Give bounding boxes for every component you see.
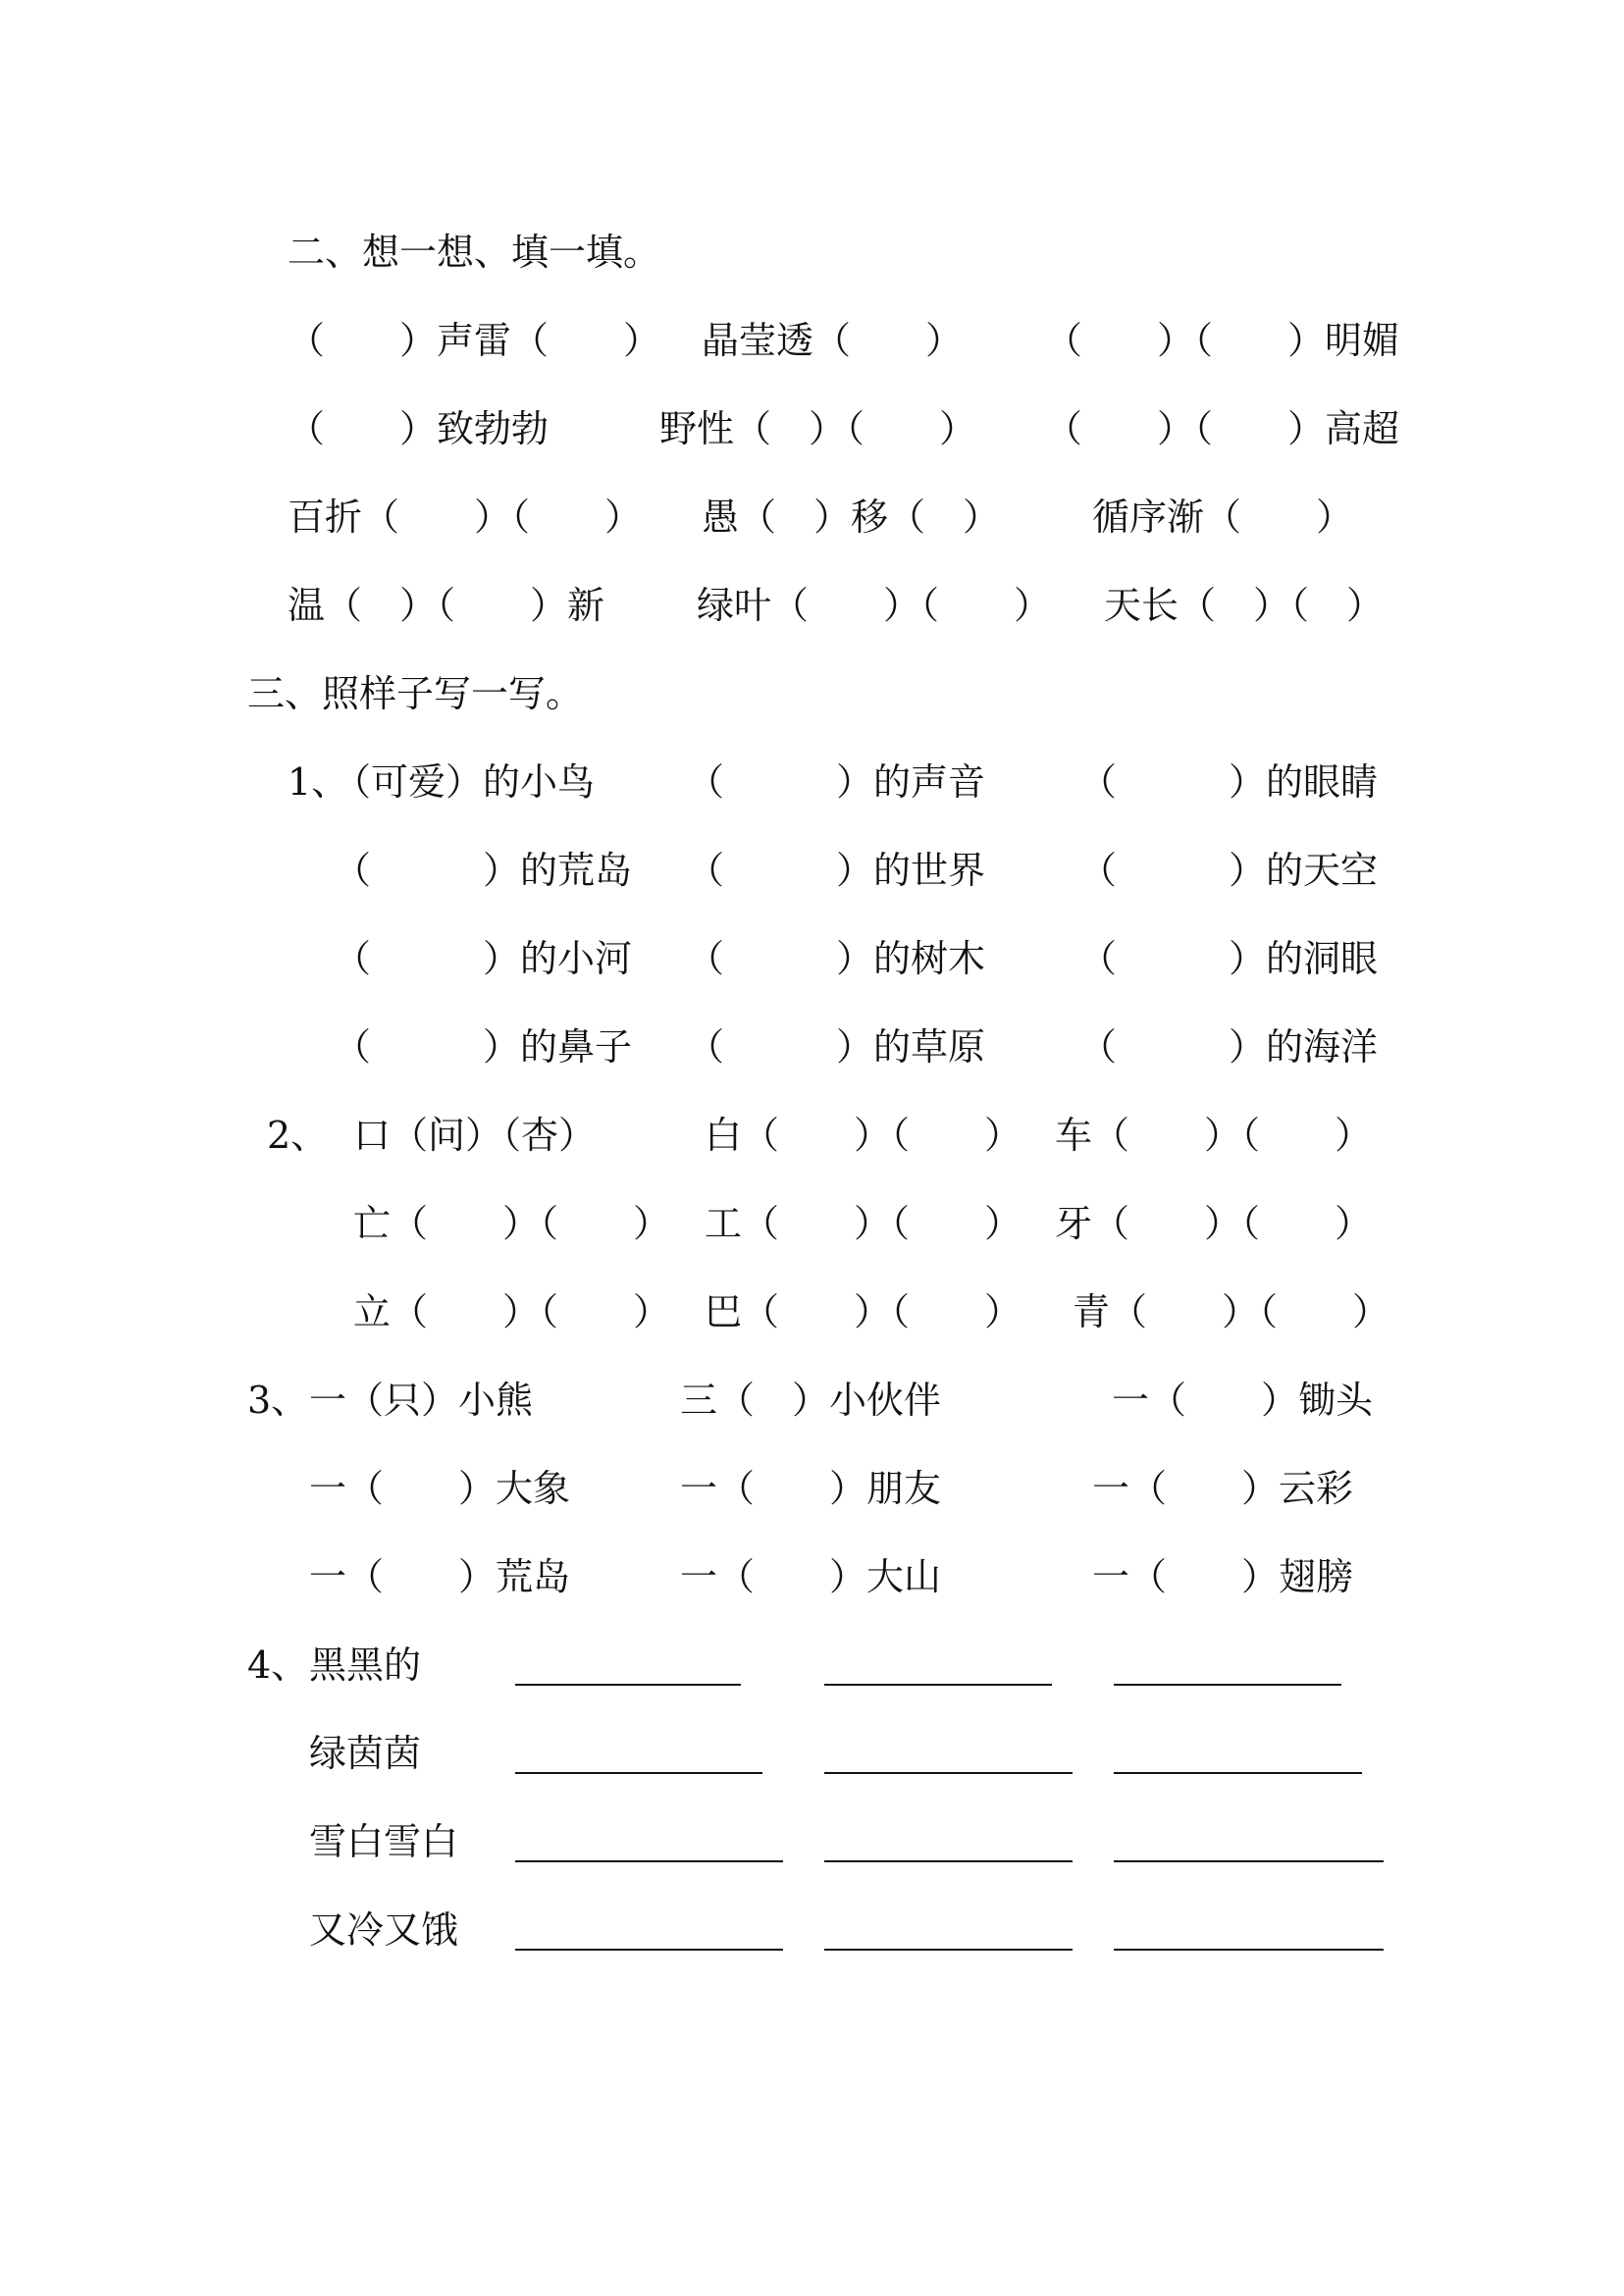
part3-item: 一（ ）大象	[309, 1467, 571, 1510]
section2-item: 天长（ ）（ ）	[1104, 584, 1385, 627]
part2-item: 白（ ）（ ）	[705, 1114, 1022, 1157]
part3-item: 一（ ）云彩	[1092, 1467, 1354, 1510]
answer-blank[interactable]	[515, 1860, 783, 1862]
part1-item: （ ）的世界	[687, 849, 986, 892]
section2-heading: 二、想一想、填一填。	[288, 231, 661, 274]
section2-item: （ ）致勃勃	[288, 407, 550, 450]
section2-item: （ ）（ ）明媚	[1045, 319, 1400, 362]
answer-blank[interactable]	[515, 1949, 783, 1951]
part3-item: 一（ ）翅膀	[1092, 1555, 1354, 1598]
part3-item: 一（ ）朋友	[680, 1467, 942, 1510]
section2-item: 绿叶（ ）（ ）	[697, 584, 1052, 627]
part2-item: 巴（ ）（ ）	[705, 1290, 1022, 1333]
answer-blank[interactable]	[824, 1860, 1073, 1862]
part2-item: 亡（ ）（ ）	[353, 1202, 671, 1245]
answer-blank[interactable]	[824, 1772, 1073, 1774]
section2-item: （ ）（ ）高超	[1045, 407, 1400, 450]
answer-blank[interactable]	[1114, 1684, 1341, 1686]
part3-item: 一（ ）大山	[680, 1555, 942, 1598]
answer-blank[interactable]	[1114, 1949, 1384, 1951]
part2-item: 牙（ ）（ ）	[1055, 1202, 1373, 1245]
section2-item: （ ）声雷（ ）	[288, 319, 661, 362]
part1-item: （可爱）的小鸟	[334, 760, 596, 804]
part3-item: 一（只）小熊	[309, 1379, 534, 1422]
part1-item: （ ）的荒岛	[334, 849, 633, 892]
part4-label: 4、	[247, 1644, 309, 1687]
answer-blank[interactable]	[824, 1684, 1052, 1686]
part4-word: 黑黑的	[309, 1644, 422, 1687]
part1-item: （ ）的树木	[687, 937, 986, 980]
part2-label: 2、	[267, 1114, 329, 1157]
part1-item: （ ）的小河	[334, 937, 633, 980]
section2-item: 温（ ）（ ）新	[288, 584, 605, 627]
part1-item: （ ）的海洋	[1079, 1025, 1379, 1069]
part3-label: 3、	[247, 1379, 309, 1422]
answer-blank[interactable]	[515, 1772, 762, 1774]
part1-item: （ ）的声音	[687, 760, 986, 804]
section3-heading: 三、照样子写一写。	[247, 672, 584, 715]
answer-blank[interactable]	[1114, 1772, 1362, 1774]
answer-blank[interactable]	[1114, 1860, 1384, 1862]
part2-item: 立（ ）（ ）	[353, 1290, 671, 1333]
part3-item: 一（ ）荒岛	[309, 1555, 571, 1598]
part4-word: 雪白雪白	[309, 1820, 459, 1863]
part2-item: 口（问）（杏）	[353, 1114, 597, 1157]
part4-word: 绿茵茵	[309, 1732, 422, 1775]
section2-item: 愚（ ）移（ ）	[702, 496, 1001, 539]
part1-item: （ ）的洞眼	[1079, 937, 1379, 980]
part2-item: 青（ ）（ ）	[1073, 1290, 1390, 1333]
part3-item: 一（ ）锄头	[1112, 1379, 1374, 1422]
section2-item: 百折（ ）（ ）	[288, 496, 643, 539]
part2-item: 车（ ）（ ）	[1055, 1114, 1373, 1157]
part1-item: （ ）的鼻子	[334, 1025, 633, 1069]
answer-blank[interactable]	[824, 1949, 1073, 1951]
section2-item: 野性（ ）（ ）	[659, 407, 977, 450]
section2-item: 晶莹透（ ）	[702, 319, 964, 362]
part1-item: （ ）的草原	[687, 1025, 986, 1069]
part3-item: 三（ ）小伙伴	[680, 1379, 942, 1422]
part1-item: （ ）的天空	[1079, 849, 1379, 892]
part2-item: 工（ ）（ ）	[705, 1202, 1022, 1245]
part1-label: 1、	[288, 760, 349, 804]
part4-word: 又冷又饿	[309, 1908, 459, 1952]
answer-blank[interactable]	[515, 1684, 741, 1686]
part1-item: （ ）的眼睛	[1079, 760, 1379, 804]
section2-item: 循序渐（ ）	[1092, 496, 1354, 539]
